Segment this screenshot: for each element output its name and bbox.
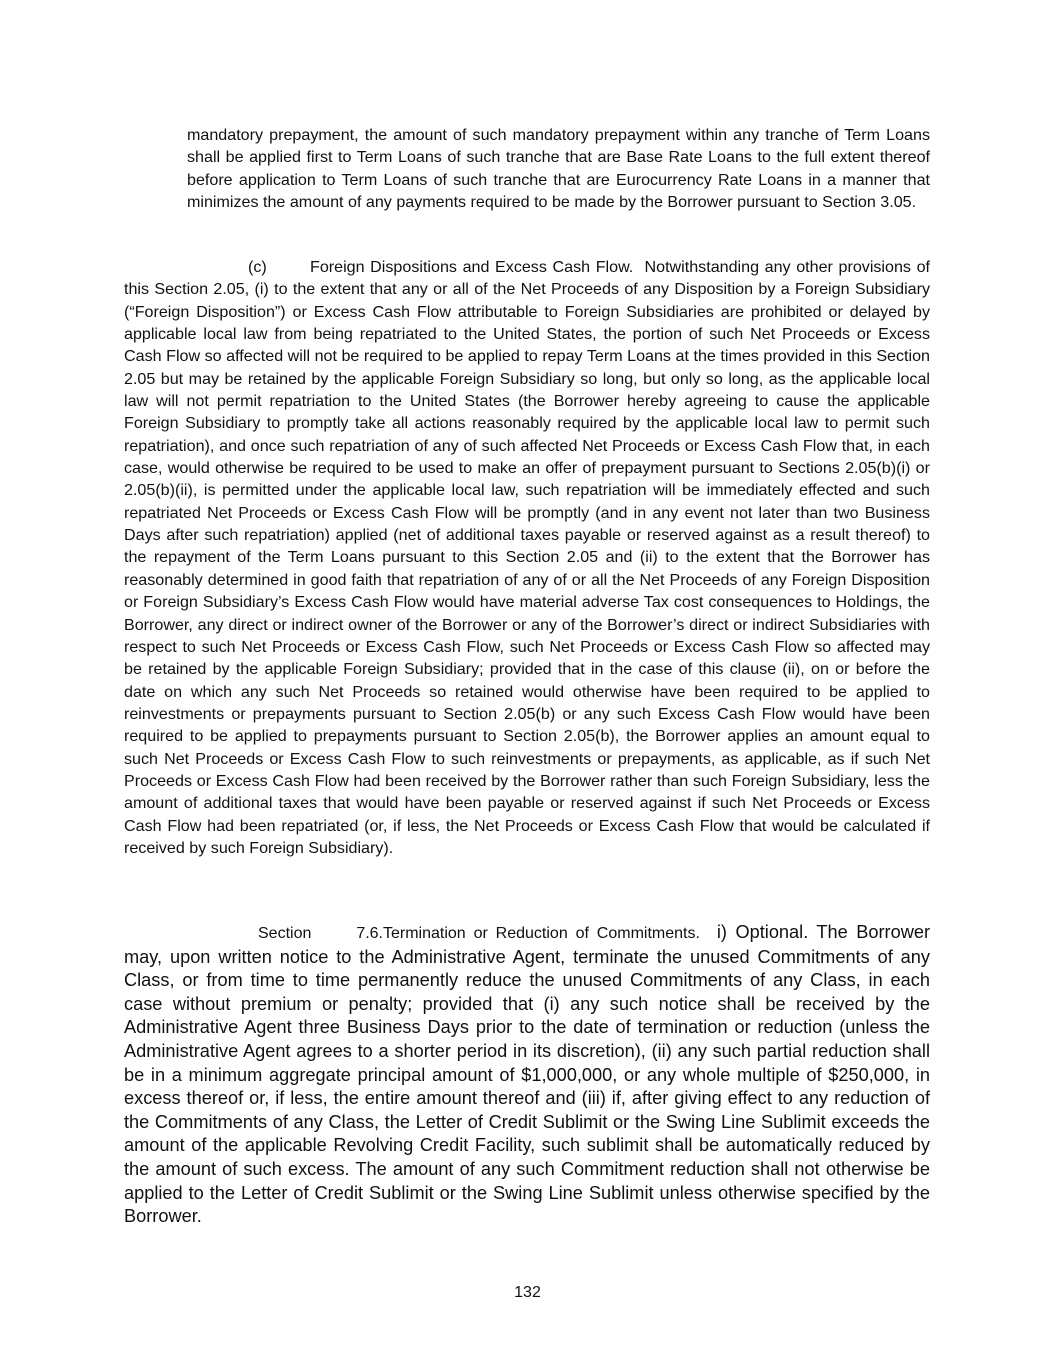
section-7-6-paragraph bbox=[124, 921, 930, 1229]
section-7-6-body: i) Optional. The Borrower may, upon written notice to the Administrative Agent, terminate the unused Commitments of any Class, or from time to time permanently reduce the unused Commitments of any Class, in each case without premium or penalty; provided that (i) any such notice shall be received by the Administrative Agent three Business Days prior to the date of termination or reduction (unless the Administrative Agent agrees to a shorter period in its discretion), (ii) any such partial reduction shall be in a minimum aggregate principal amount of $1,000,000, or any whole multiple of $250,000, in excess thereof or, if less, the entire amount thereof and (iii) if, after giving effect to any reduction of the Commitments of any Class, the Letter of Credit Sublimit or the Swing Line Sublimit exceeds the amount of the applicable Revolving Credit Facility, such sublimit shall be automatically reduced by the amount of such excess. The amount of any such Commitment reduction shall not otherwise be applied to the Letter of Credit Sublimit or the Swing Line Sublimit unless otherwise specified by the Borrower. bbox=[124, 922, 931, 1227]
continuation-paragraph: mandatory prepayment, the amount of such mandatory prepayment within any tranche of Term Loans shall be applied first to Term Loans of such tranche that are Base Rate Loans to the full extent thereof before application to Term Loans of such tranche that are Eurocurrency Rate Loans in a manner that minimizes the amount of any payments required to be made by the Borrower pursuant to Section 3.05. bbox=[187, 126, 930, 212]
paragraph-c bbox=[124, 256, 930, 859]
section-7-6-title: Termination or Reduction of Commitments. bbox=[383, 925, 700, 942]
page-number: 132 bbox=[514, 1284, 541, 1301]
paragraph-c-number: (c) bbox=[248, 258, 267, 276]
paragraph-c-body: Notwithstanding any other provisions of this Section 2.05, (i) to the extent that any or all of the Net Proceeds of any Disposition by a Foreign Subsidiary (“Foreign Disposition”) or Excess Cash Flow attributable to Foreign Subsidiaries are prohibited or delayed by applicable local law from being repatriated to the United States, the portion of such Net Proceeds or Excess Cash Flow so affected will not be required to be applied to repay Term Loans at the times provided in this Section 2.05 but may be retained by the applicable Foreign Subsidiary so long, but only so long, as the applicable local law will not permit repatriation to the United States (the Borrower hereby agreeing to cause the applicable Foreign Subsidiary to promptly take all actions reasonably required by the applicable local law to permit such repatriation), and once such repatriation of any of such affected Net Proceeds or Excess Cash Flow that, in each case, would otherwise be required to be used to make an offer of prepayment pursuant to Sections 2.05(b)(i) or 2.05(b)(ii), is permitted under the applicable local law, such repatriation will be immediately effected and such repatriated Net Proceeds or Excess Cash Flow will be promptly (and in any event not later than two Business Days after such repatriation) applied (net of additional taxes payable or reserved against as a result thereof) to the repayment of the Term Loans pursuant to this Section 2.05 and (ii) to the extent that the Borrower has reasonably determined in good faith that repatriation of any of or all the Net Proceeds of any Foreign Disposition or Foreign Subsidiary’s Excess Cash Flow would have material adverse Tax cost consequences to Holdings, the Borrower, any direct or indirect owner of the Borrower or any of the Borrower’s direct or indirect Subsidiaries with respect to such Net Proceeds or Excess Cash Flow, such Net Proceeds or Excess Cash Flow so affected may be retained by the applicable Foreign Subsidiary; provided that in the case of this clause (ii), on or before the date on which any such Net Proceeds so retained would otherwise have been required to be applied to reinvestments or prepayments pursuant to Section 2.05(b) or any such Excess Cash Flow would have been required to be applied to prepayments pursuant to Section 2.05(b), the Borrower applies an amount equal to such Net Proceeds or Excess Cash Flow to such reinvestments or prepayments, as applicable, as if such Net Proceeds or Excess Cash Flow had been received by the Borrower rather than such Foreign Subsidiary, less the amount of additional taxes that would have been payable or reserved against if such Net Proceeds or Excess Cash Flow had been repatriated (or, if less, the Net Proceeds or Excess Cash Flow that would be calculated if received by such Foreign Subsidiary). bbox=[124, 258, 930, 857]
paragraph-c-heading: Foreign Dispositions and Excess Cash Flow. bbox=[310, 258, 634, 276]
section-7-6-number: Section 7.6. bbox=[258, 925, 383, 942]
